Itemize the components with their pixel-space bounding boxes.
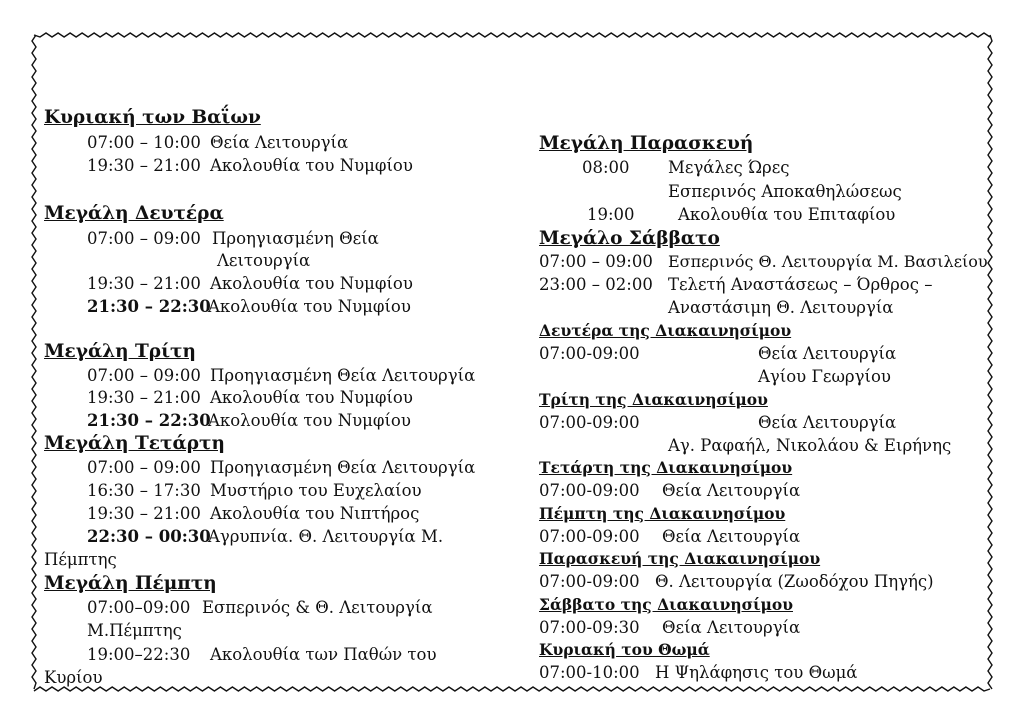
service: Ακολουθία του Νυμφίου — [208, 411, 411, 430]
service-continued: Μ.Πέμπτης — [87, 621, 182, 640]
day-title-bright-tuesday: Τρίτη της Διακαινησίμου — [539, 390, 768, 409]
day-title-holy-monday: Μεγάλη Δευτέρα — [44, 203, 224, 224]
service: Θ. Λειτουργία (Ζωοδόχου Πηγής) — [655, 572, 934, 591]
time-bold: 21:30 – 22:30 — [87, 297, 211, 316]
time: 19:30 – 21:00 — [87, 504, 201, 523]
time: 07:00 – 09:00 — [539, 252, 653, 271]
day-title-holy-friday: Μεγάλη Παρασκευή — [539, 133, 754, 154]
service-continued: Κυρίου — [44, 668, 103, 687]
service: Ακολουθία των Παθών του — [210, 645, 437, 664]
service: Η Ψηλάφησις του Θωμά — [655, 663, 858, 682]
service: Προηγιασμένη Θεία Λειτουργία — [210, 458, 476, 477]
time: 07:00 – 09:00 — [87, 366, 201, 385]
time: 07:00-09:00 — [539, 344, 640, 363]
service-continued: Λειτουργία — [217, 251, 311, 270]
service: Ακολουθία του Νυμφίου — [208, 297, 411, 316]
day-title-bright-wednesday: Τετάρτη της Διακαινησίμου — [539, 458, 793, 477]
time: 07:00-09:30 — [539, 618, 640, 637]
day-title-holy-thursday: Μεγάλη Πέμπτη — [44, 573, 217, 594]
service: Θεία Λειτουργία — [758, 413, 897, 432]
service: Προηγιασμένη Θεία — [212, 229, 379, 248]
time: 19:30 – 21:00 — [87, 274, 201, 293]
day-title-bright-thursday: Πέμπτη της Διακαινησίμου — [539, 504, 786, 523]
time: 07:00-09:00 — [539, 413, 640, 432]
day-title-palm-sunday: Κυριακή των Βαΐων — [44, 107, 261, 128]
time: 19:00 — [587, 205, 635, 224]
day-title-bright-friday: Παρασκευή της Διακαινησίμου — [539, 549, 821, 568]
service: Τελετή Αναστάσεως – Όρθρος – — [668, 275, 933, 294]
time: 16:30 – 17:30 — [87, 481, 201, 500]
day-title-holy-wednesday: Μεγάλη Τετάρτη — [44, 433, 225, 454]
service: Ακολουθία του Επιταφίου — [678, 205, 896, 224]
time: 07:00–09:00 — [87, 598, 191, 617]
service-continued: Πέμπτης — [44, 550, 117, 569]
service: Θεία Λειτουργία — [210, 133, 349, 152]
service: Προηγιασμένη Θεία Λειτουργία — [210, 366, 476, 385]
service-continued: Εσπερινός Αποκαθηλώσεως — [668, 182, 902, 201]
day-title-holy-saturday: Μεγάλο Σάββατο — [539, 228, 720, 249]
service: Ακολουθία του Νιπτήρος — [210, 504, 420, 523]
time: 07:00-10:00 — [539, 663, 640, 682]
time: 19:30 – 21:00 — [87, 388, 201, 407]
time-bold: 22:30 – 00:30 — [87, 527, 211, 546]
time: 07:00 – 09:00 — [87, 458, 201, 477]
service: Θεία Λειτουργία — [662, 618, 801, 637]
day-title-bright-monday: Δευτέρα της Διακαινησίμου — [539, 321, 792, 340]
time: 07:00-09:00 — [539, 481, 640, 500]
time: 07:00 – 10:00 — [87, 133, 201, 152]
time: 08:00 — [582, 158, 630, 177]
day-title-thomas-sunday: Κυριακή του Θωμά — [539, 640, 710, 659]
service: Ακολουθία του Νυμφίου — [210, 388, 413, 407]
service: Μεγάλες Ώρες — [668, 158, 790, 177]
service: Εσπερινός Θ. Λειτουργία Μ. Βασιλείου — [668, 252, 988, 271]
service: Ακολουθία του Νυμφίου — [210, 156, 413, 175]
time: 19:00–22:30 — [87, 645, 191, 664]
service: Θεία Λειτουργία — [662, 527, 801, 546]
service: Θεία Λειτουργία — [758, 344, 897, 363]
time: 07:00 – 09:00 — [87, 229, 201, 248]
day-title-bright-saturday: Σάββατο της Διακαινησίμου — [539, 595, 793, 614]
service: Αγρυπνία. Θ. Λειτουργία Μ. — [208, 527, 444, 546]
time: 19:30 – 21:00 — [87, 156, 201, 175]
service: Μυστήριο του Ευχελαίου — [210, 481, 422, 500]
service-continued: Αγίου Γεωργίου — [758, 367, 891, 386]
time: 07:00-09:00 — [539, 527, 640, 546]
service-continued: Αναστάσιμη Θ. Λειτουργία — [668, 298, 894, 317]
time: 23:00 – 02:00 — [539, 275, 653, 294]
service: Ακολουθία του Νυμφίου — [210, 274, 413, 293]
time-bold: 21:30 – 22:30 — [87, 411, 211, 430]
time: 07:00-09:00 — [539, 572, 640, 591]
service-continued: Αγ. Ραφαήλ, Νικολάου & Ειρήνης — [668, 436, 952, 455]
service: Θεία Λειτουργία — [662, 481, 801, 500]
day-title-holy-tuesday: Μεγάλη Τρίτη — [44, 341, 196, 362]
service: Εσπερινός & Θ. Λειτουργία — [202, 598, 433, 617]
